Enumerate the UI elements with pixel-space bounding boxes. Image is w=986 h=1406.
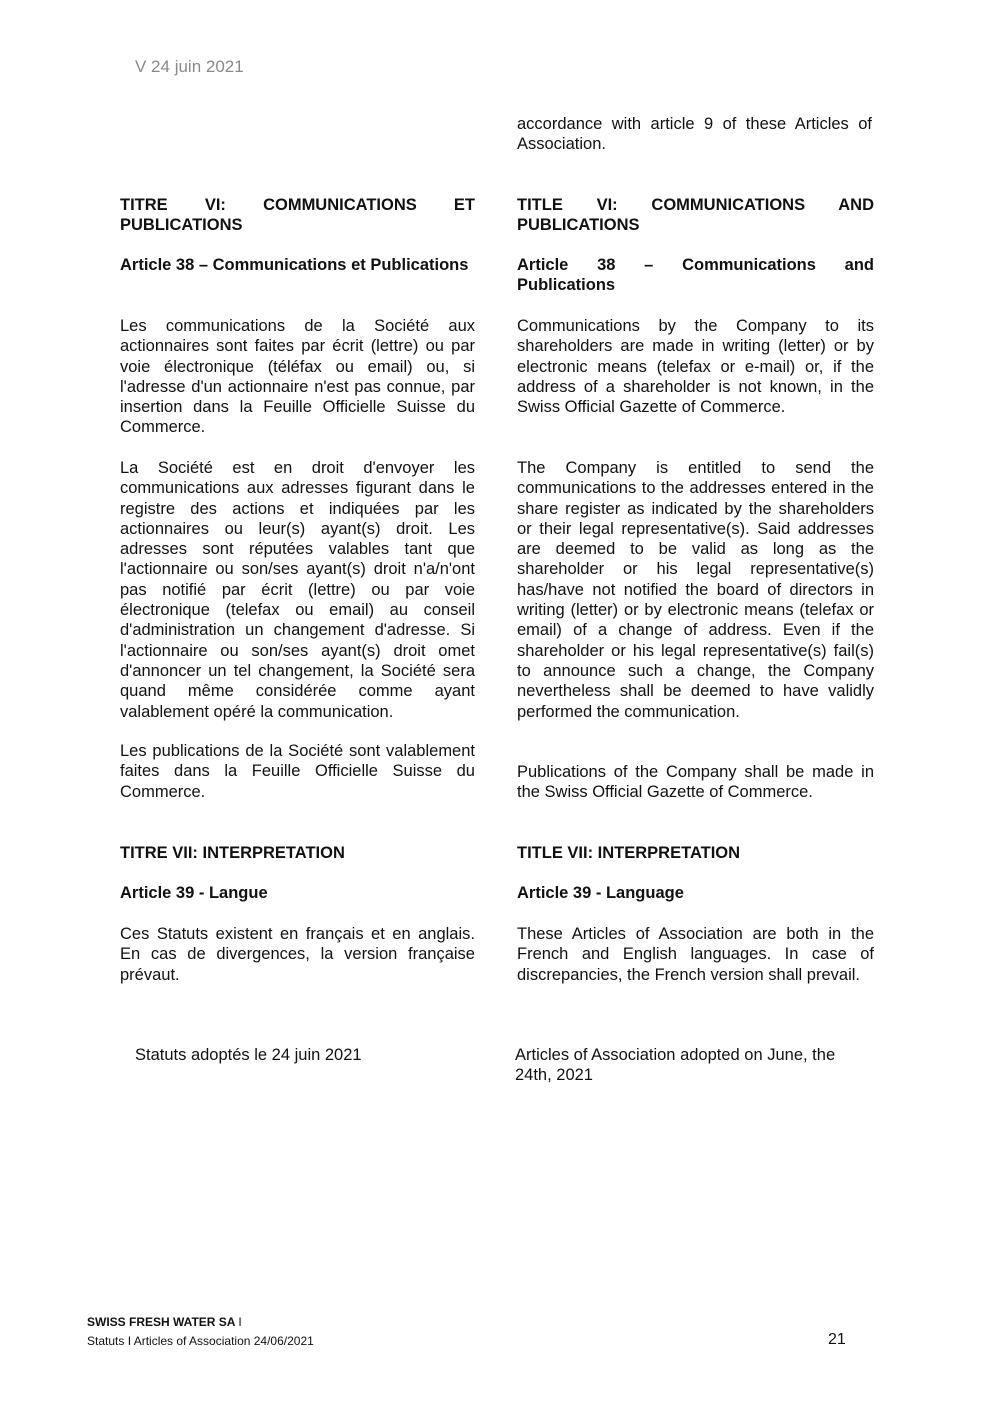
- fr-article-39-paragraph: Ces Statuts existent en français et en anglais. En cas de divergences, la version française prévaut.: [120, 925, 475, 984]
- fr-title-vii: TITRE VII: INTERPRETATION: [120, 844, 345, 862]
- fr-article-38-paragraph-2: La Société est en droit d'envoyer les communications aux adresses figurant dans le registre des actions et indiquées par les actionnaires ou leur(s) ayant(s) droit. Les adresses sont réputées valables tant que l'actionnaire ou son/ses ayant(s) droit n'a/n'ont pas notifié par écrit (lettre) ou par voie électronique (telefax ou email) au conseil d'administration un changement d'adresse. Si l'actionnaire ou son/ses ayant(s) droit omet d'annoncer un tel changement, la Société sera quand même considérée comme ayant valablement opéré la communication.: [120, 459, 475, 721]
- footer-company-separator: I: [238, 1315, 242, 1329]
- fr-adoption-statement: Statuts adoptés le 24 juin 2021: [135, 1046, 362, 1064]
- footer-company: [87, 1315, 242, 1329]
- carryover-text: accordance with article 9 of these Articles of Association.: [517, 115, 872, 154]
- en-article-38-title: Article 38 – Communications and Publications: [517, 256, 874, 295]
- fr-article-38-paragraph-1: Les communications de la Société aux actionnaires sont faites par écrit (lettre) ou par voie électronique (téléfax ou email) ou, si l'adresse d'un actionnaire n'est pas connue, par insertion dans la Feuille Officielle Suisse du Commerce.: [120, 317, 475, 437]
- en-article-38-paragraph-3: Publications of the Company shall be made in the Swiss Official Gazette of Commerce.: [517, 763, 874, 802]
- page-number: 21: [828, 1331, 846, 1348]
- en-article-38-paragraph-1: Communications by the Company to its shareholders are made in writing (letter) or by electronic means (telefax or e-mail) or, if the address of a shareholder is not known, in the Swiss Official Gazette of Commerce.: [517, 317, 874, 417]
- en-adoption-statement: Articles of Association adopted on June, the 24th, 2021: [515, 1046, 836, 1085]
- en-article-38-paragraph-2: The Company is entitled to send the communications to the addresses entered in the share register as indicated by the shareholders or their legal representative(s). Said addresses are deemed to be valid as long as the shareholder or his legal representative(s) has/have not notified the board of directors in writing (letter) or by electronic means (telefax or email) of a change of address. Even if the shareholder or his legal representative(s) fail(s) to announce such a change, the Company nevertheless shall be deemed to have validly performed the communication.: [517, 459, 874, 721]
- footer-document-title: Statuts I Articles of Association 24/06/2021: [87, 1334, 314, 1348]
- fr-title-vi: TITRE VI: COMMUNICATIONS ET PUBLICATIONS: [120, 196, 475, 235]
- en-title-vii: TITLE VII: INTERPRETATION: [517, 844, 741, 862]
- footer-company-name: SWISS FRESH WATER SA: [87, 1315, 236, 1329]
- en-article-39-title: Article 39 - Language: [517, 884, 684, 902]
- en-article-39-paragraph: These Articles of Association are both in the French and English languages. In case of discrepancies, the French version shall prevail.: [517, 925, 874, 984]
- version-date: V 24 juin 2021: [135, 57, 244, 76]
- fr-article-38-title: Article 38 – Communications et Publications: [120, 256, 469, 274]
- fr-article-38-paragraph-3: Les publications de la Société sont valablement faites dans la Feuille Officielle Suisse du Commerce.: [120, 742, 475, 801]
- carryover-paragraph: [517, 114, 872, 155]
- en-title-vi: TITLE VI: COMMUNICATIONS AND PUBLICATIONS: [517, 196, 874, 235]
- fr-article-39-title: Article 39 - Langue: [120, 884, 268, 902]
